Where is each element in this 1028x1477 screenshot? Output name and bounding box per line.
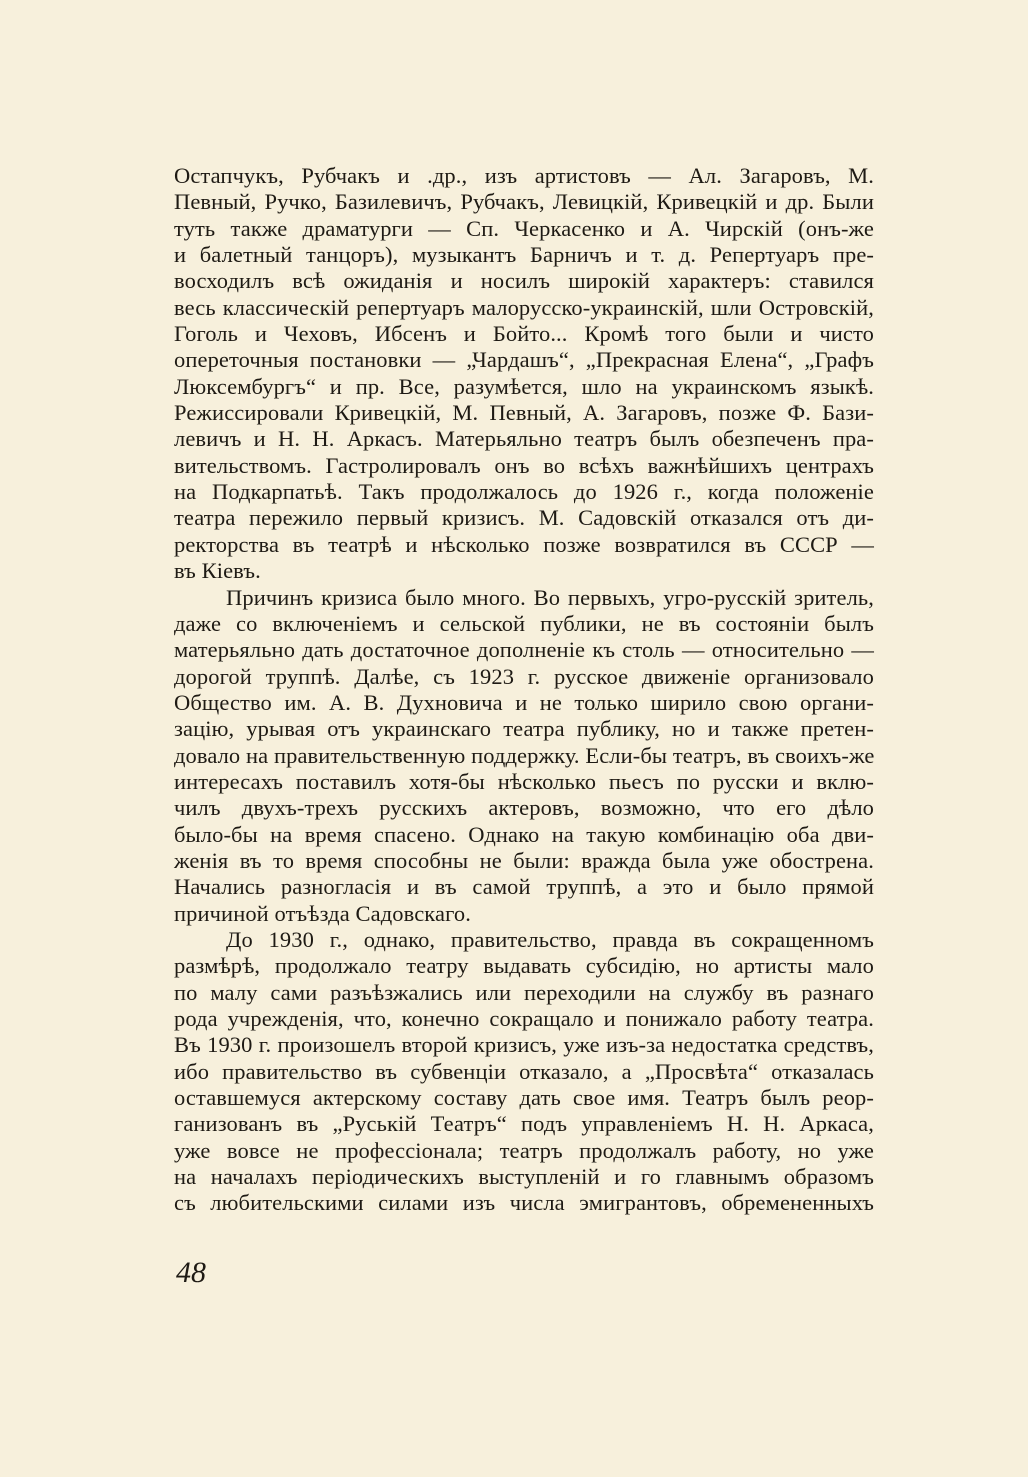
text-line: уже вовсе не профессіонала; театръ продолжалъ работу, но уже <box>174 1137 874 1163</box>
paragraph-1 <box>174 163 874 585</box>
text-line: Режиссировали Кривецкій, М. Певный, А. Загаровъ, позже Ф. Бази- <box>174 400 874 426</box>
text-line: Гоголь и Чеховъ, Ибсенъ и Бойто... Кромѣ того были и чисто <box>174 321 874 347</box>
text-line: Въ 1930 г. произошелъ второй кризисъ, уже изъ-за недостатка средствъ, <box>174 1032 874 1058</box>
text-line: Певный, Ручко, Базилевичъ, Рубчакъ, Левицкій, Кривецкій и др. Были <box>174 189 874 215</box>
text-line: опереточныя постановки — „Чардашъ“, „Прекрасная Елена“, „Графъ <box>174 347 874 373</box>
text-line: даже со включеніемъ и сельской публики, не въ состояніи былъ <box>174 610 874 636</box>
text-line: оставшемуся актерскому составу дать свое имя. Театръ былъ реор- <box>174 1085 874 1111</box>
text-line: Начались разногласія и въ самой труппѣ, а это и было прямой <box>174 874 874 900</box>
text-line: рода учрежденія, что, конечно сокращало и понижало работу театра. <box>174 1006 874 1031</box>
text-line: женія въ то время способны не были: вражда была уже обострена. <box>174 847 874 873</box>
text-line: дорогой труппѣ. Далѣе, съ 1923 г. русское движеніе организовало <box>174 663 874 689</box>
text-line: причиной отъѣзда Садовскаго. <box>174 900 471 926</box>
text-line: на началахъ періодическихъ выступленій и го главнымъ образомъ <box>174 1164 874 1190</box>
text-line: Остапчукъ, Рубчакъ и .др., изъ артистовъ — Ал. Загаровъ, М. <box>174 163 874 188</box>
paragraph-2 <box>174 585 874 927</box>
text-line: ибо правительство въ субвенціи отказало, а „Просвѣта“ отказалась <box>174 1058 874 1084</box>
text-line: левичъ и Н. Н. Аркасъ. Матерьяльно театръ былъ обезпеченъ пра- <box>174 426 874 452</box>
text-line: интересахъ поставилъ хотя-бы нѣсколько пьесъ по русски и вклю- <box>174 768 874 794</box>
text-line: Причинъ кризиса было много. Во первыхъ, угро-русскій зритель, <box>226 584 874 610</box>
text-line: и балетный танцоръ), музыкантъ Барничъ и т. д. Репертуаръ пре- <box>174 242 874 268</box>
text-line: чилъ двухъ-трехъ русскихъ актеровъ, возможно, что его дѣло <box>174 795 874 821</box>
text-line: туть также драматурги — Сп. Черкасенко и А. Чирскій (онъ-же <box>174 215 874 241</box>
text-line: въ Кіевъ. <box>174 558 261 584</box>
text-line: довало на правительственную поддержку. Если-бы театръ, въ своихъ-же <box>174 742 875 768</box>
paragraph-3 <box>174 927 874 1217</box>
text-line: по малу сами разъѣзжались или переходили на службу въ разнаго <box>174 979 874 1005</box>
text-line: матерьяльно дать достаточное дополненіе къ столь — относительно — <box>174 637 874 663</box>
text-line: Общество им. А. В. Духновича и не только ширило свою органи- <box>174 689 874 715</box>
text-line: вительствомъ. Гастролировалъ онъ во всѣхъ важнѣйшихъ центрахъ <box>174 452 874 478</box>
text-line: весь классическій репертуаръ малорусско-украинскій, шли Островскій, <box>174 294 874 320</box>
page-body <box>174 163 874 1217</box>
text-line: восходилъ всѣ ожиданія и носилъ широкій характеръ: ставился <box>174 268 874 294</box>
text-line: съ любительскими силами изъ числа эмигрантовъ, обремененныхъ <box>174 1190 874 1216</box>
text-line: зацію, урывая отъ украинскаго театра публику, но и также претен- <box>174 716 874 742</box>
page-number: 48 <box>176 1256 206 1289</box>
text-line: было-бы на время спасено. Однако на такую комбинацію оба дви- <box>174 821 874 847</box>
text-line: размѣрѣ, продолжало театру выдавать субсидію, но артисты мало <box>174 953 874 979</box>
text-line: До 1930 г., однако, правительство, правда въ сокращенномъ <box>226 926 874 952</box>
text-line: на Подкарпатьѣ. Такъ продолжалось до 1926 г., когда положеніе <box>174 479 874 505</box>
text-line: Люксембургъ“ и пр. Все, разумѣется, шло на украинскомъ языкѣ. <box>174 373 874 399</box>
text-line: театра пережило первый кризисъ. М. Садовскій отказался отъ ди- <box>174 505 874 531</box>
text-line: ректорства въ театрѣ и нѣсколько позже возвратился въ СССР — <box>174 531 874 557</box>
text-line: ганизованъ въ „Руськiй Театръ“ подъ управленіемъ Н. Н. Аркаса, <box>174 1111 874 1137</box>
